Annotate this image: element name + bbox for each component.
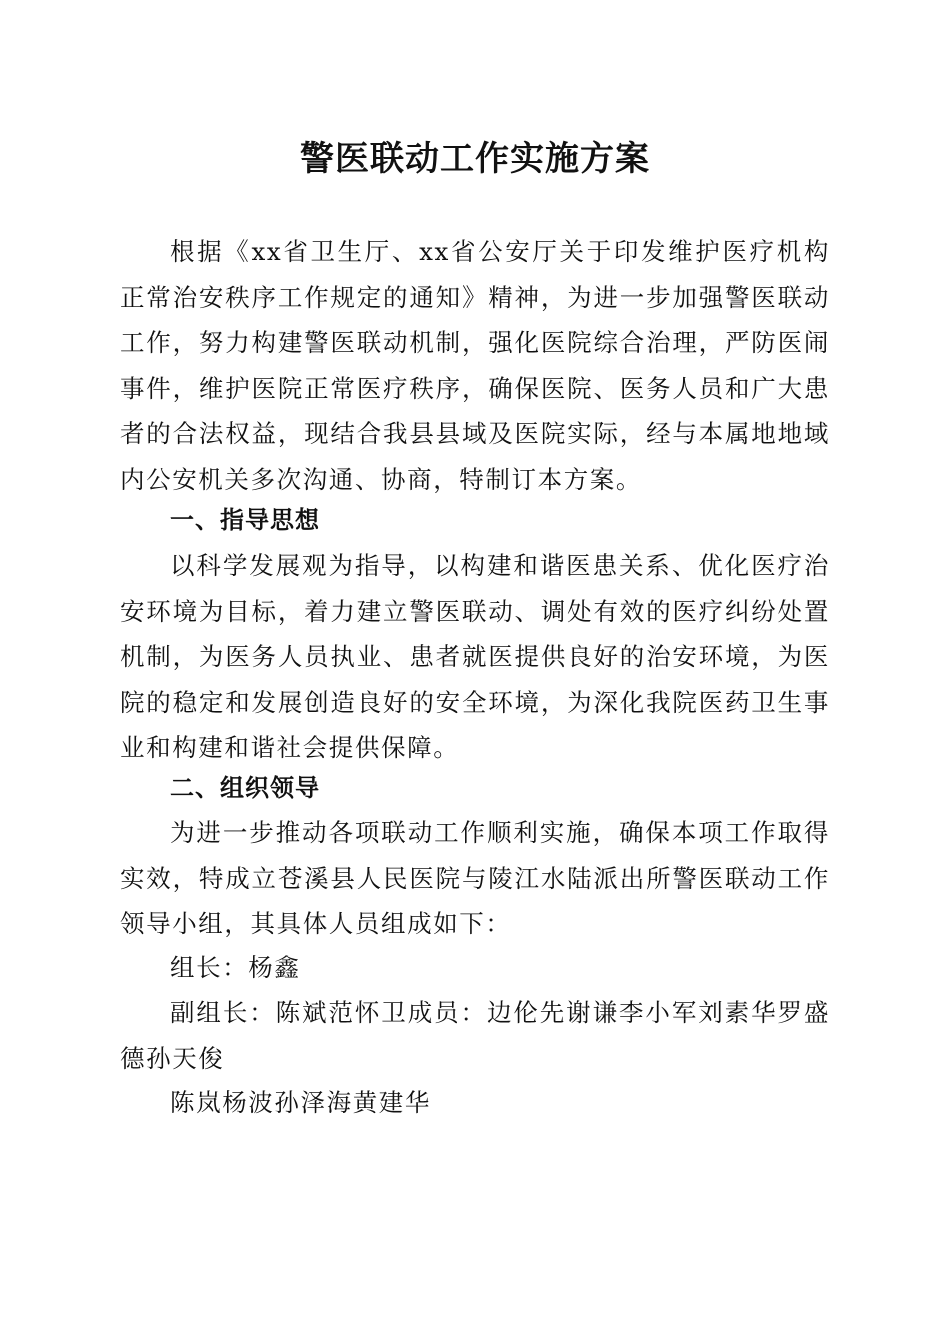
guiding-ideology-paragraph: 以科学发展观为指导，以构建和谐医患关系、优化医疗治安环境为目标，着力建立警医联动、调处有效的医疗纠纷处置机制，为医务人员执业、患者就医提供良好的治安环境，为医院的稳定和发展创造良好的安全环境，为深化我院医药卫生事业和构建和谐社会提供保障。 [120,551,830,762]
section-heading-guiding-ideology: 一、指导思想 [170,506,320,534]
section-heading-organization: 二、组织领导 [170,774,320,802]
intro-paragraph: 根据《xx省卫生厅、xx省公安厅关于印发维护医疗机构正常治安秩序工作规定的通知》精神，为进一步加强警医联动工作，努力构建警医联动机制，强化医院综合治理，严防医闹事件，维护医院正常医疗秩序，确保医院、医务人员和广大患者的合法权益，现结合我县县域及医院实际，经与本属地地域内公安机关多次沟通、协商，特制订本方案。 [120,237,830,494]
members-line: 陈岚杨波孙泽海黄建华 [170,1088,431,1117]
deputy-and-members-line: 副组长：陈斌范怀卫成员：边伦先谢谦李小军刘素华罗盛德孙天俊 [120,998,830,1073]
leader-line: 组长：杨鑫 [170,953,301,982]
organization-paragraph: 为进一步推动各项联动工作顺利实施，确保本项工作取得实效，特成立苍溪县人民医院与陵江水陆派出所警医联动工作领导小组，其具体人员组成如下： [120,818,830,938]
document-title: 警医联动工作实施方案 [300,139,650,179]
